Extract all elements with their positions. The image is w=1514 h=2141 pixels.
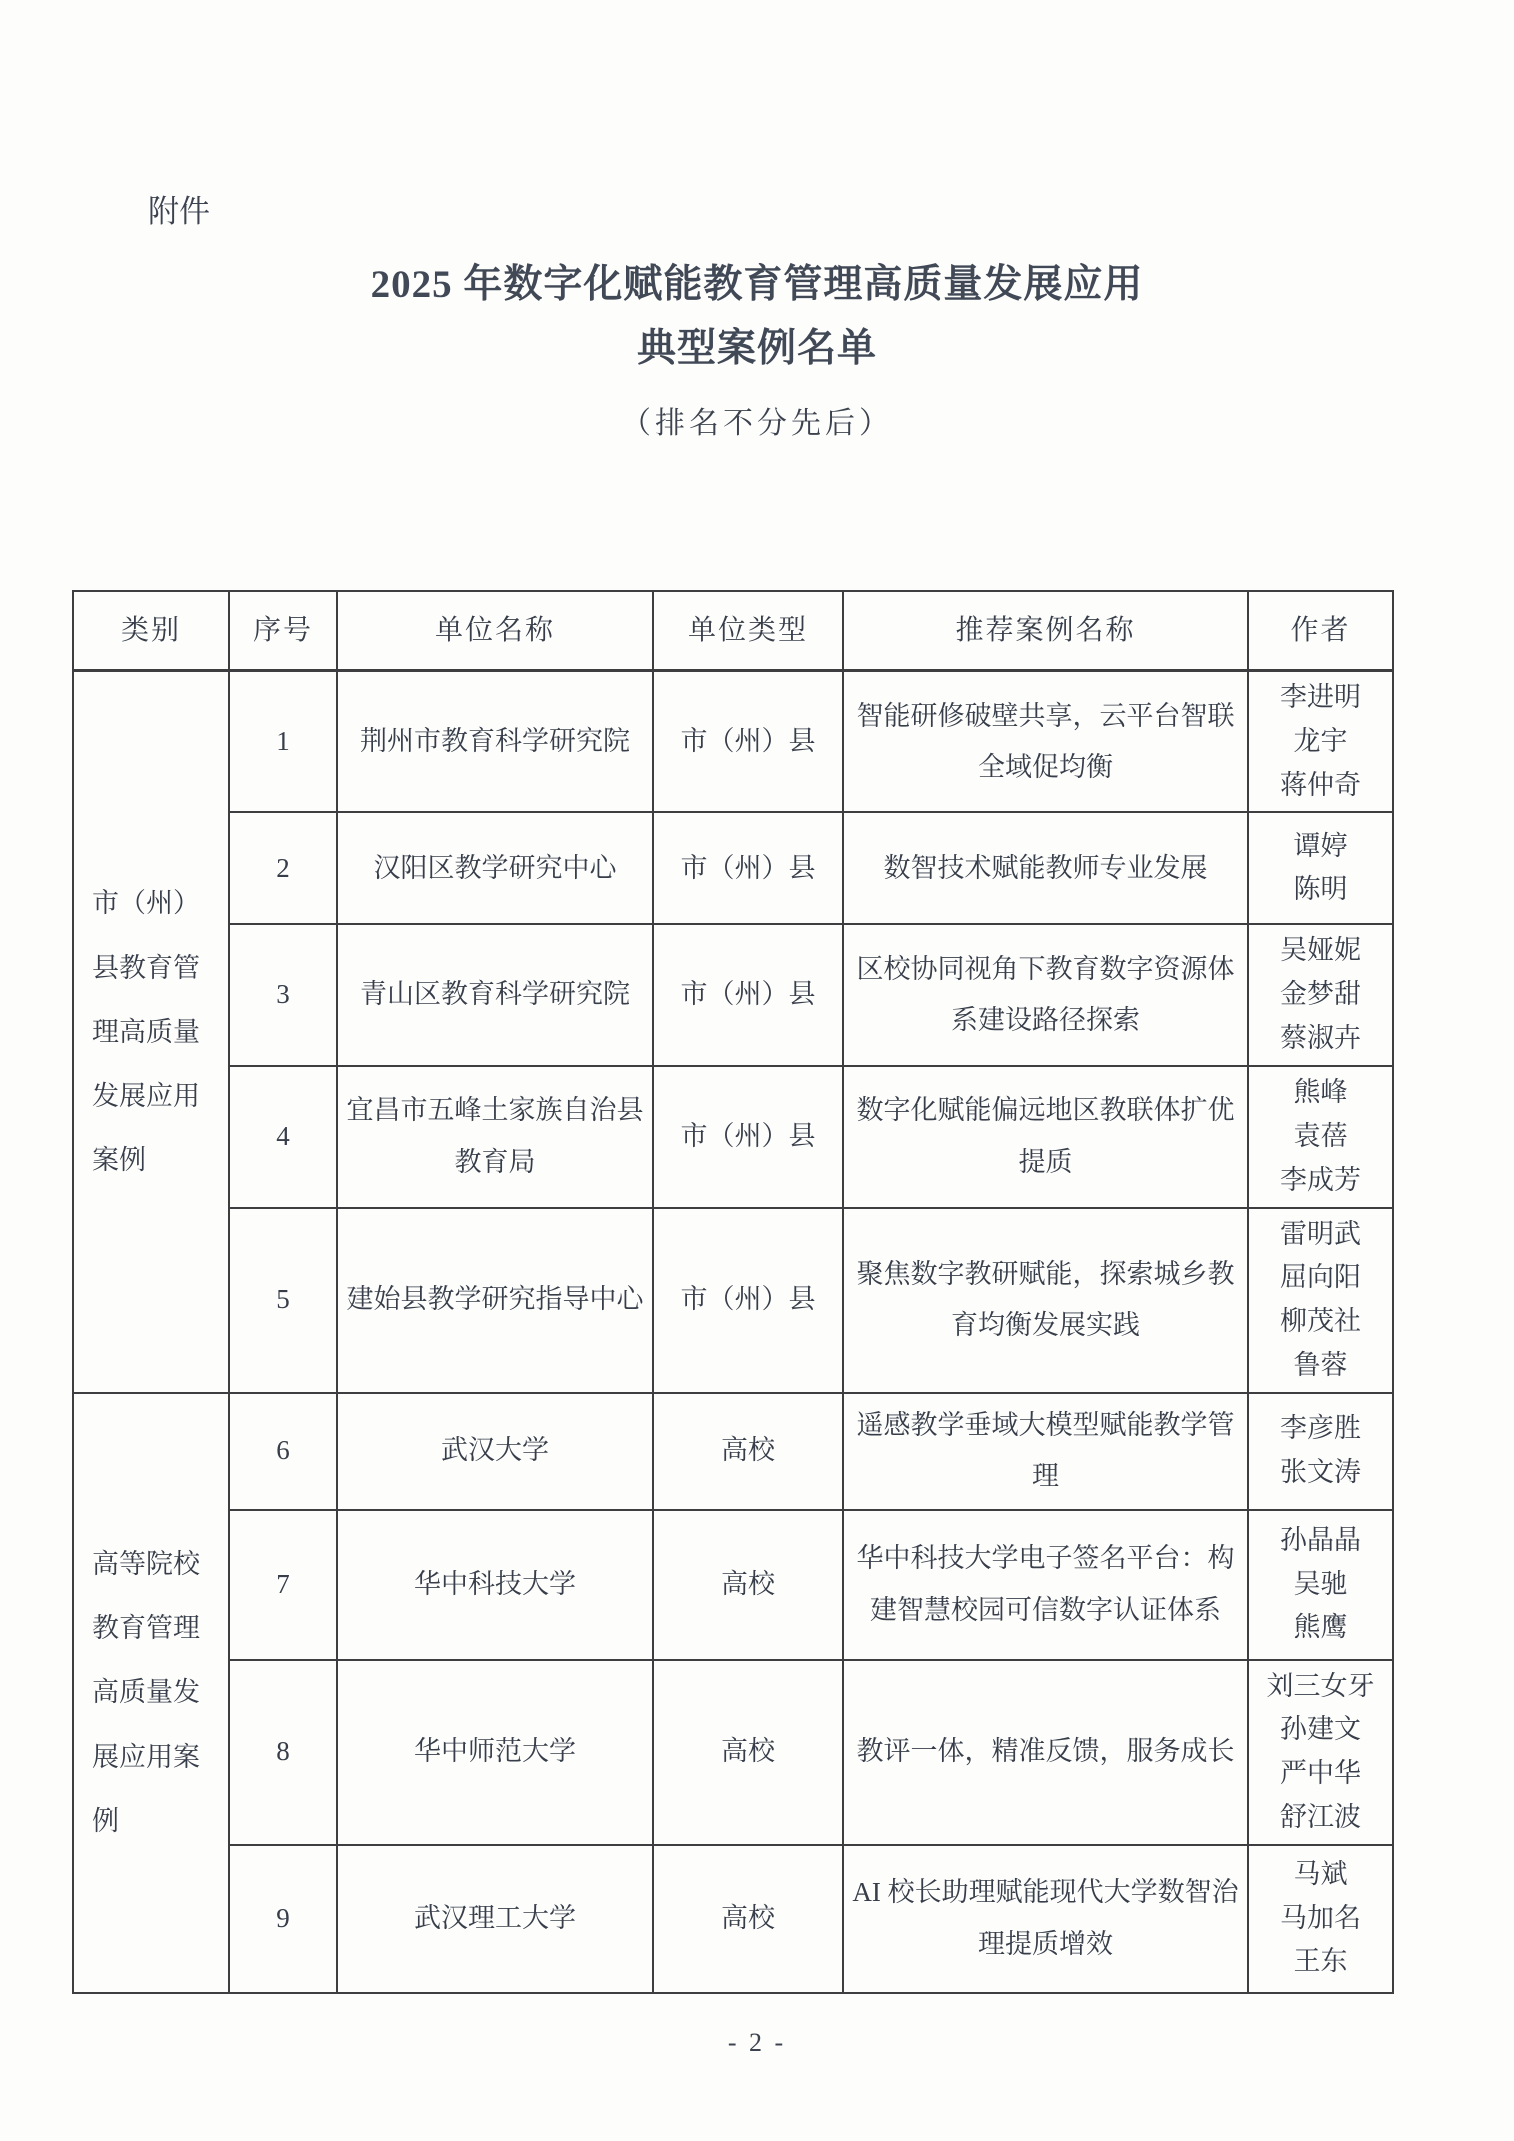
- author-name: 李进明: [1280, 682, 1361, 713]
- table-row: [73, 1393, 1393, 1510]
- column-header-unit-type: 单位类型: [653, 591, 843, 671]
- author-name: 龙宇: [1293, 725, 1348, 756]
- author-name: 严中华: [1280, 1758, 1361, 1789]
- row-number-cell: 5: [229, 1208, 337, 1393]
- case-name-cell: 区校协同视角下教育数字资源体系建设路径探索: [843, 924, 1248, 1065]
- case-name-cell: 智能研修破壁共享，云平台智联全域促均衡: [843, 671, 1248, 813]
- author-name: 吴娅妮: [1280, 935, 1361, 966]
- case-name-cell: 华中科技大学电子签名平台：构建智慧校园可信数字认证体系: [843, 1510, 1248, 1660]
- case-name-cell: 教评一体，精准反馈，服务成长: [843, 1660, 1248, 1845]
- author-name: 陈明: [1293, 874, 1348, 905]
- case-name-cell: 数智技术赋能教师专业发展: [843, 812, 1248, 924]
- table-row: [73, 1845, 1393, 1993]
- row-number-cell: 8: [229, 1660, 337, 1845]
- author-name: 孙晶晶: [1280, 1524, 1361, 1555]
- unit-name-cell: 武汉大学: [337, 1393, 653, 1510]
- unit-type-cell: 市（州）县: [653, 1208, 843, 1393]
- document-title-line1: 2025 年数字化赋能教育管理高质量发展应用: [370, 263, 1144, 307]
- row-number-cell: 1: [229, 671, 337, 813]
- row-number-cell: 4: [229, 1066, 337, 1208]
- unit-name-cell: 荆州市教育科学研究院: [337, 671, 653, 813]
- column-header-unit-name: 单位名称: [337, 591, 653, 671]
- column-header-author: 作者: [1248, 591, 1393, 671]
- document-subtitle: （排名不分先后）: [621, 406, 893, 440]
- unit-type-cell: 高校: [653, 1393, 843, 1510]
- authors-cell: [1248, 812, 1393, 924]
- column-header-number: 序号: [229, 591, 337, 671]
- table-row: [73, 1208, 1393, 1393]
- authors-cell: [1248, 1510, 1393, 1660]
- case-name-cell: 聚焦数字教研赋能，探索城乡教育均衡发展实践: [843, 1208, 1248, 1393]
- category-label: 市（州）县教育管理高质量发展应用案例: [92, 888, 200, 1176]
- author-name: 蒋仲奇: [1280, 769, 1361, 800]
- document-title-line2: 典型案例名单: [636, 326, 877, 370]
- page-number: - 2 -: [727, 2027, 787, 2057]
- author-name: 张文涛: [1280, 1457, 1361, 1488]
- unit-name-cell: 建始县教学研究指导中心: [337, 1208, 653, 1393]
- category-cell-higher-education: [73, 1393, 229, 1993]
- case-name-cell: 遥感教学垂域大模型赋能教学管理: [843, 1393, 1248, 1510]
- category-label: 高等院校教育管理高质量发展应用案例: [92, 1548, 200, 1836]
- author-name: 袁蓓: [1293, 1120, 1348, 1151]
- unit-type-cell: 高校: [653, 1510, 843, 1660]
- authors-cell: [1248, 1393, 1393, 1510]
- row-number-cell: 9: [229, 1845, 337, 1993]
- author-name: 雷明武: [1280, 1218, 1361, 1249]
- unit-type-cell: 市（州）县: [653, 1066, 843, 1208]
- unit-name-cell: 汉阳区教学研究中心: [337, 812, 653, 924]
- unit-type-cell: 高校: [653, 1845, 843, 1993]
- row-number-cell: 6: [229, 1393, 337, 1510]
- unit-name-cell: 华中师范大学: [337, 1660, 653, 1845]
- author-name: 舒江波: [1280, 1801, 1361, 1832]
- author-name: 屈向阳: [1280, 1262, 1361, 1293]
- column-header-category: 类别: [73, 591, 229, 671]
- case-name-cell: 数字化赋能偏远地区教联体扩优提质: [843, 1066, 1248, 1208]
- unit-type-cell: 市（州）县: [653, 671, 843, 813]
- author-name: 李彦胜: [1280, 1413, 1361, 1444]
- category-cell-city-county: [73, 671, 229, 1393]
- table-row: [73, 812, 1393, 924]
- author-name: 马加名: [1280, 1902, 1361, 1933]
- authors-cell: [1248, 924, 1393, 1065]
- author-name: 马斌: [1293, 1858, 1348, 1889]
- authors-cell: [1248, 1066, 1393, 1208]
- author-name: 金梦甜: [1280, 979, 1361, 1010]
- author-name: 刘三女牙: [1266, 1670, 1375, 1701]
- unit-type-cell: 高校: [653, 1660, 843, 1845]
- row-number-cell: 3: [229, 924, 337, 1065]
- author-name: 孙建文: [1280, 1714, 1361, 1745]
- author-name: 吴驰: [1293, 1568, 1348, 1599]
- row-number-cell: 2: [229, 812, 337, 924]
- case-list-table: [72, 590, 1394, 1994]
- table-header-row: [73, 591, 1393, 671]
- author-name: 蔡淑卉: [1280, 1022, 1361, 1053]
- author-name: 李成芳: [1280, 1164, 1361, 1195]
- authors-cell: [1248, 1660, 1393, 1845]
- document-title: [0, 253, 1514, 379]
- author-name: 王东: [1293, 1946, 1348, 1977]
- unit-name-cell: 青山区教育科学研究院: [337, 924, 653, 1065]
- author-name: 熊鹰: [1293, 1612, 1348, 1643]
- author-name: 鲁蓉: [1293, 1349, 1348, 1380]
- author-name: 谭婷: [1293, 830, 1348, 861]
- unit-name-cell: 宜昌市五峰土家族自治县教育局: [337, 1066, 653, 1208]
- authors-cell: [1248, 1845, 1393, 1993]
- author-name: 柳茂社: [1280, 1306, 1361, 1337]
- authors-cell: [1248, 1208, 1393, 1393]
- unit-name-cell: 华中科技大学: [337, 1510, 653, 1660]
- case-name-cell: AI 校长助理赋能现代大学数智治理提质增效: [843, 1845, 1248, 1993]
- table-row: [73, 1660, 1393, 1845]
- unit-name-cell: 武汉理工大学: [337, 1845, 653, 1993]
- attachment-label: 附件: [148, 194, 210, 229]
- table-row: [73, 924, 1393, 1065]
- author-name: 熊峰: [1293, 1077, 1348, 1108]
- unit-type-cell: 市（州）县: [653, 812, 843, 924]
- column-header-case-name: 推荐案例名称: [843, 591, 1248, 671]
- row-number-cell: 7: [229, 1510, 337, 1660]
- unit-type-cell: 市（州）县: [653, 924, 843, 1065]
- table-row: [73, 1510, 1393, 1660]
- table-row: [73, 671, 1393, 813]
- table-row: [73, 1066, 1393, 1208]
- authors-cell: [1248, 671, 1393, 813]
